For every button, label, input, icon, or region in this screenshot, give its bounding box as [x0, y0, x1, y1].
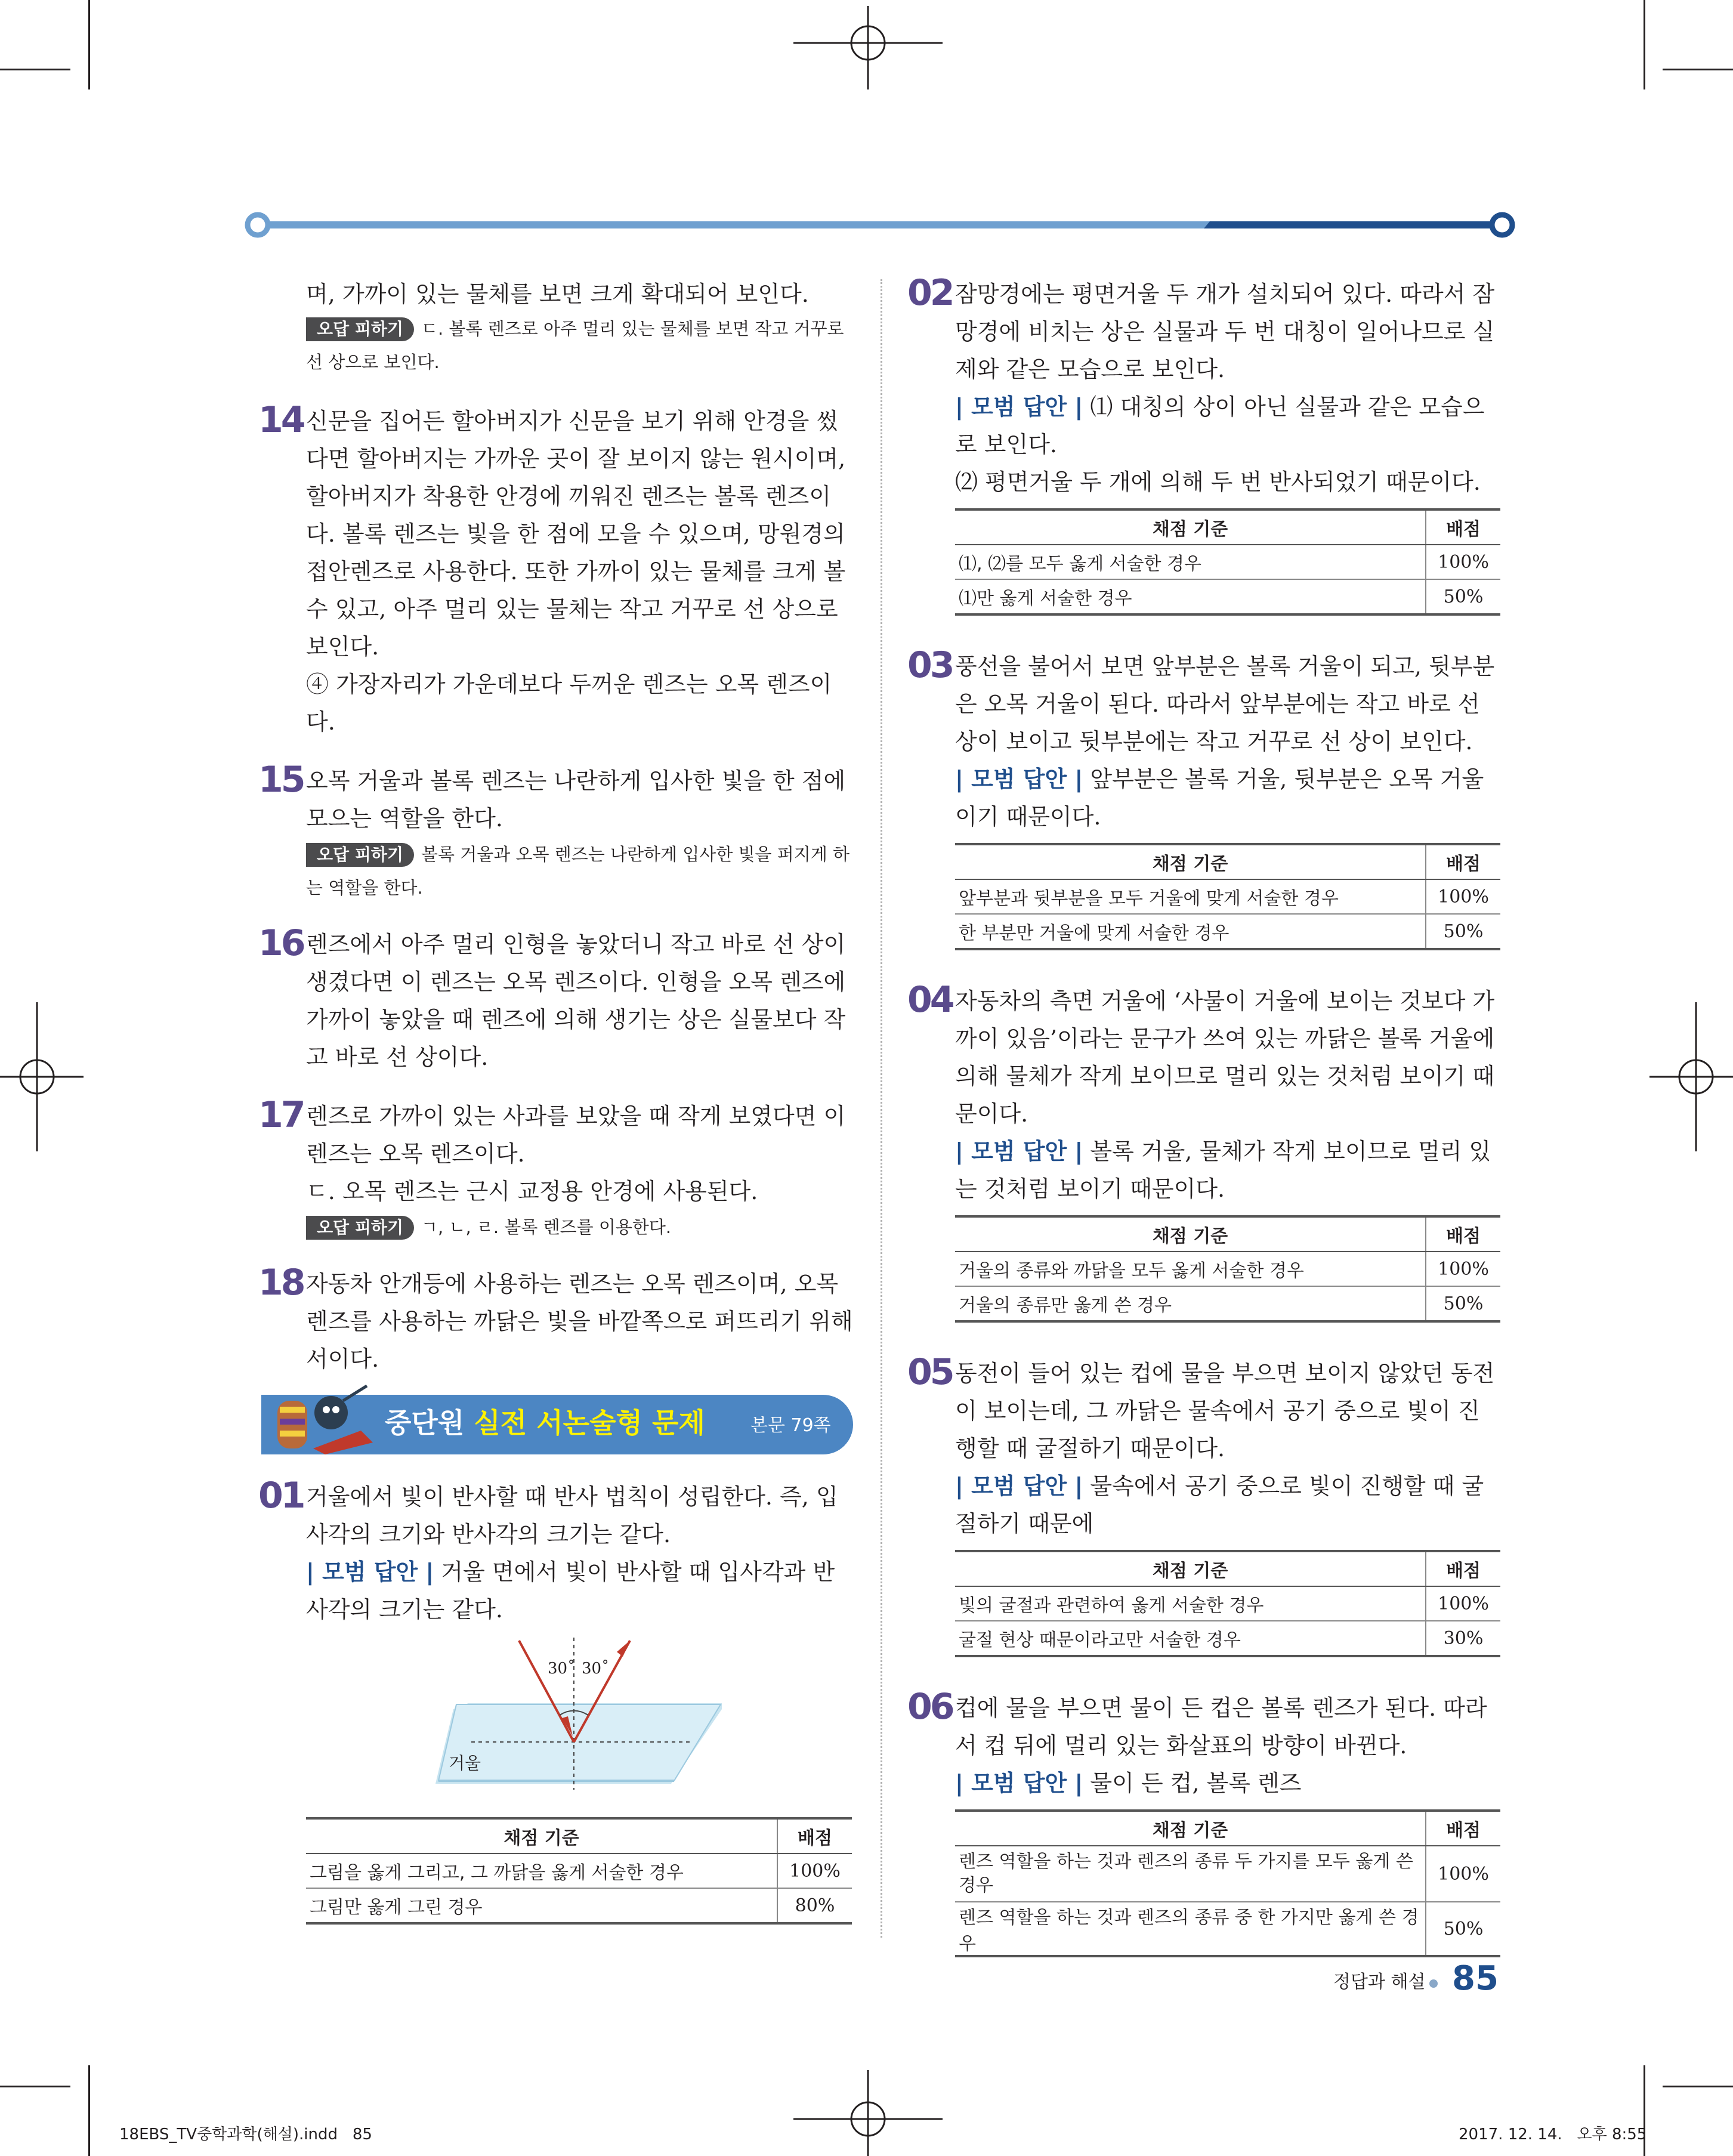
score-table-03: [955, 843, 1500, 950]
question-number: 06: [907, 1686, 953, 1728]
question-text: 풍선을 불어서 보면 앞부분은 볼록 거울이 되고, 뒷부분은 오목 거울이 된다. 따라서 앞부분에는 작고 바로 선 상이 보이고 뒷부분에는 작고 거꾸로 선 상이 보인다.: [955, 653, 1495, 755]
crop-mark: [88, 2065, 90, 2156]
crop-mark: [1663, 2086, 1733, 2087]
registration-mark-top: [793, 6, 943, 89]
question-06: [907, 1686, 1500, 1957]
table-row: [955, 1252, 1500, 1286]
table-cell: 30%: [1426, 1621, 1500, 1656]
question-16: [258, 922, 856, 1076]
question-03: [907, 644, 1500, 950]
crop-mark: [0, 69, 70, 70]
question-text: 자동차 안개등에 사용하는 렌즈는 오목 렌즈이며, 오목 렌즈를 사용하는 까닭은 빛을 바깥쪽으로 퍼뜨리기 위해서이다.: [306, 1271, 853, 1372]
model-answer-label: | 모범 답안 |: [955, 1138, 1083, 1165]
table-cell: 100%: [1426, 1586, 1500, 1621]
registration-mark-right: [1649, 1002, 1733, 1151]
table-row: [955, 1286, 1500, 1321]
model-answer: 물속에서 공기 중으로 빛이 진행할 때 굴절하기 때문에: [955, 1473, 1484, 1537]
print-info: 2017. 12. 14. 오후 8:55: [1459, 2126, 1647, 2143]
question-extra: ㄷ. 오목 렌즈는 근시 교정용 안경에 사용된다.: [306, 1178, 758, 1204]
table-header: 배점: [1426, 1551, 1500, 1586]
table-cell: 100%: [1426, 1252, 1500, 1286]
table-header: 채점 기준: [955, 1216, 1426, 1252]
registration-mark-bottom: [793, 2070, 943, 2156]
table-cell: 100%: [1426, 545, 1500, 579]
left-column: [260, 276, 856, 1378]
question-02: [907, 272, 1500, 616]
footer-dot-icon: [1429, 1979, 1438, 1988]
model-answer-2: ⑵ 평면거울 두 개에 의해 두 번 반사되었기 때문이다.: [955, 469, 1481, 495]
table-header: 배점: [777, 1818, 852, 1854]
model-answer-label: | 모범 답안 |: [955, 1473, 1083, 1499]
table-cell: ⑴, ⑵를 모두 옳게 서술한 경우: [955, 545, 1426, 579]
question-note: ㄱ, ㄴ, ㄹ. 볼록 렌즈를 이용한다.: [421, 1217, 672, 1237]
table-cell: 50%: [1426, 1902, 1500, 1956]
table-cell: 100%: [1426, 879, 1500, 914]
table-cell: 그림만 옳게 그린 경우: [306, 1888, 777, 1923]
question-04: [907, 979, 1500, 1323]
question-number: 04: [907, 979, 953, 1021]
table-cell: 렌즈 역할을 하는 것과 렌즈의 종류 중 한 가지만 옳게 쓴 경우: [955, 1902, 1426, 1956]
note-tag: 오답 피하기: [306, 317, 414, 341]
crop-mark: [88, 0, 90, 89]
question-extra: ④ 가장자리가 가운데보다 두꺼운 렌즈는 오목 렌즈이다.: [306, 671, 832, 735]
crop-mark: [0, 2086, 70, 2087]
question-text: 자동차의 측면 거울에 ‘사물이 거울에 보이는 것보다 가까이 있음’이라는 문구가 쓰여 있는 까닭은 볼록 거울에 의해 물체가 작게 보이므로 멀리 있는 것처럼 보이기 때문이다.: [955, 988, 1495, 1127]
table-header: 채점 기준: [955, 1551, 1426, 1586]
table-row: [306, 1854, 852, 1888]
section-title: [385, 1402, 705, 1444]
table-cell: 50%: [1426, 914, 1500, 949]
question-note: 볼록 거울과 오목 렌즈는 나란하게 입사한 빛을 퍼지게 하는 역할을 한다.: [306, 844, 850, 898]
question-number: 02: [907, 272, 953, 314]
crop-mark: [1663, 69, 1733, 70]
table-cell: 거울의 종류만 옳게 쓴 경우: [955, 1286, 1426, 1321]
question-text: 렌즈로 가까이 있는 사과를 보았을 때 작게 보였다면 이 렌즈는 오목 렌즈이다.: [306, 1103, 846, 1167]
question-text: 동전이 들어 있는 컵에 물을 부으면 보이지 않았던 동전이 보이는데, 그 까닭은 물속에서 공기 중으로 빛이 진행할 때 굴절하기 때문이다.: [955, 1360, 1495, 1462]
table-row: [955, 1902, 1500, 1956]
section-title-b: 실전 서논술형 문제: [474, 1407, 705, 1439]
question-01: [258, 1475, 856, 1629]
table-row: [955, 1621, 1500, 1656]
section-ref: 본문 79쪽: [750, 1415, 831, 1436]
table-row: [955, 914, 1500, 949]
model-answer-label: | 모범 답안 |: [955, 1770, 1083, 1796]
table-cell: 100%: [777, 1854, 852, 1888]
score-table-02: [955, 508, 1500, 616]
score-table-05: [955, 1550, 1500, 1657]
table-row: [306, 1888, 852, 1923]
table-header: 배점: [1426, 844, 1500, 879]
question-text: 렌즈에서 아주 멀리 인형을 놓았더니 작고 바로 선 상이 생겼다면 이 렌즈는 오목 렌즈이다. 인형을 오목 렌즈에 가까이 놓았을 때 렌즈에 의해 생기는 상은 실물보다 작고 바로 선 상이다.: [306, 931, 846, 1070]
score-table-04: [955, 1215, 1500, 1323]
table-cell: 앞부분과 뒷부분을 모두 거울에 맞게 서술한 경우: [955, 879, 1426, 914]
table-row: [955, 879, 1500, 914]
model-answer: 거울 면에서 빛이 반사할 때 입사각과 반사각의 크기는 같다.: [306, 1559, 835, 1623]
table-row: [955, 579, 1500, 614]
table-row: [955, 1586, 1500, 1621]
question-number: 05: [907, 1351, 953, 1393]
model-answer-label: | 모범 답안 |: [306, 1559, 434, 1585]
question-05: [907, 1351, 1500, 1657]
angle-label-left: 30˚: [548, 1660, 576, 1678]
question-number: 18: [258, 1262, 304, 1304]
table-cell: 100%: [1426, 1846, 1500, 1902]
table-header: 채점 기준: [306, 1818, 777, 1854]
question-number: 16: [258, 922, 304, 964]
table-cell: 그림을 옳게 그리고, 그 까닭을 옳게 서술한 경우: [306, 1854, 777, 1888]
question-number: 01: [258, 1475, 304, 1516]
question-15: [258, 759, 856, 904]
model-answer: ⑴ 대칭의 상이 아닌 실물과 같은 모습으로 보인다.: [955, 394, 1485, 458]
question-number: 14: [258, 399, 304, 441]
table-header: 채점 기준: [955, 844, 1426, 879]
note-tag: 오답 피하기: [306, 1216, 414, 1240]
question-number: 15: [258, 759, 304, 801]
table-cell: 80%: [777, 1888, 852, 1923]
question-text: 컵에 물을 부으면 물이 든 컵은 볼록 렌즈가 된다. 따라서 컵 뒤에 멀리 있는 화살표의 방향이 바뀐다.: [955, 1695, 1487, 1759]
question-14: [258, 399, 856, 741]
page-number: 85: [1452, 1959, 1499, 1998]
question-text: 거울에서 빛이 반사할 때 반사 법칙이 성립한다. 즉, 입사각의 크기와 반사각의 크기는 같다.: [306, 1484, 838, 1547]
table-cell: 한 부분만 거울에 맞게 서술한 경우: [955, 914, 1426, 949]
model-answer: 물이 든 컵, 볼록 렌즈: [1090, 1770, 1302, 1796]
header-bar: [243, 210, 1517, 240]
reflection-figure: [435, 1638, 722, 1790]
table-header: 배점: [1426, 1216, 1500, 1252]
model-answer: 앞부분은 볼록 거울, 뒷부분은 오목 거울이기 때문이다.: [955, 766, 1484, 830]
table-cell: 굴절 현상 때문이라고만 서술한 경우: [955, 1621, 1426, 1656]
question-17: [258, 1094, 856, 1244]
table-header: 배점: [1426, 509, 1500, 545]
table-row: [955, 545, 1500, 579]
table-header: 채점 기준: [955, 509, 1426, 545]
score-table-01: [306, 1817, 852, 1925]
table-header: 배점: [1426, 1811, 1500, 1846]
intro-text: 며, 가까이 있는 물체를 보면 크게 확대되어 보인다.: [306, 281, 809, 307]
model-answer-label: | 모범 답안 |: [955, 766, 1083, 792]
note-tag: 오답 피하기: [306, 843, 414, 867]
question-number: 17: [258, 1094, 304, 1136]
intro-note: ㄷ. 볼록 렌즈로 아주 멀리 있는 물체를 보면 작고 거꾸로 선 상으로 보인다.: [306, 319, 844, 372]
mascot-icon: [271, 1383, 379, 1454]
table-cell: 50%: [1426, 1286, 1500, 1321]
model-answer: 볼록 거울, 물체가 작게 보이므로 멀리 있는 것처럼 보이기 때문이다.: [955, 1138, 1491, 1202]
question-text: 오목 거울과 볼록 렌즈는 나란하게 입사한 빛을 한 점에 모으는 역할을 한다.: [306, 768, 846, 832]
model-answer-label: | 모범 답안 |: [955, 394, 1083, 420]
mirror-label: 거울: [449, 1753, 481, 1773]
table-cell: 거울의 종류와 까닭을 모두 옳게 서술한 경우: [955, 1252, 1426, 1286]
question-18: [258, 1262, 856, 1378]
score-table-06: [955, 1809, 1500, 1957]
table-cell: 50%: [1426, 579, 1500, 614]
question-text: 잠망경에는 평면거울 두 개가 설치되어 있다. 따라서 잠망경에 비치는 상은 실물과 두 번 대칭이 일어나므로 실제와 같은 모습으로 보인다.: [955, 281, 1495, 382]
table-cell: ⑴만 옳게 서술한 경우: [955, 579, 1426, 614]
question-number: 03: [907, 644, 953, 686]
column-divider: [881, 279, 882, 1938]
table-cell: 렌즈 역할을 하는 것과 렌즈의 종류 두 가지를 모두 옳게 쓴 경우: [955, 1846, 1426, 1902]
section-title-a: 중단원: [385, 1407, 465, 1439]
right-column: [907, 272, 1500, 1957]
angle-label-right: 30˚: [582, 1660, 610, 1678]
footer-section-label: 정답과 해설: [1333, 1972, 1426, 1993]
registration-mark-left: [0, 1002, 84, 1151]
crop-mark: [1644, 0, 1645, 89]
table-header: 채점 기준: [955, 1811, 1426, 1846]
question-text: 신문을 집어든 할아버지가 신문을 보기 위해 안경을 썼다면 할아버지는 가까운 곳이 잘 보이지 않는 원시이며, 할아버지가 착용한 안경에 끼워진 렌즈는 볼록 렌즈이다. 볼록 렌즈는 빛을 한 점에 모을 수 있으며, 망원경의 접안렌즈로 사용한다. 또한 가까이 있는 물체를 크게 볼 수 있고, 아주 멀리 있는 물체는 작고 거꾸로 선 상으로 보인다.: [306, 408, 846, 660]
table-row: [955, 1846, 1500, 1902]
table-cell: 빛의 굴절과 관련하여 옳게 서술한 경우: [955, 1586, 1426, 1621]
file-info: 18EBS_TV중학과학(해설).indd 85: [119, 2126, 372, 2143]
